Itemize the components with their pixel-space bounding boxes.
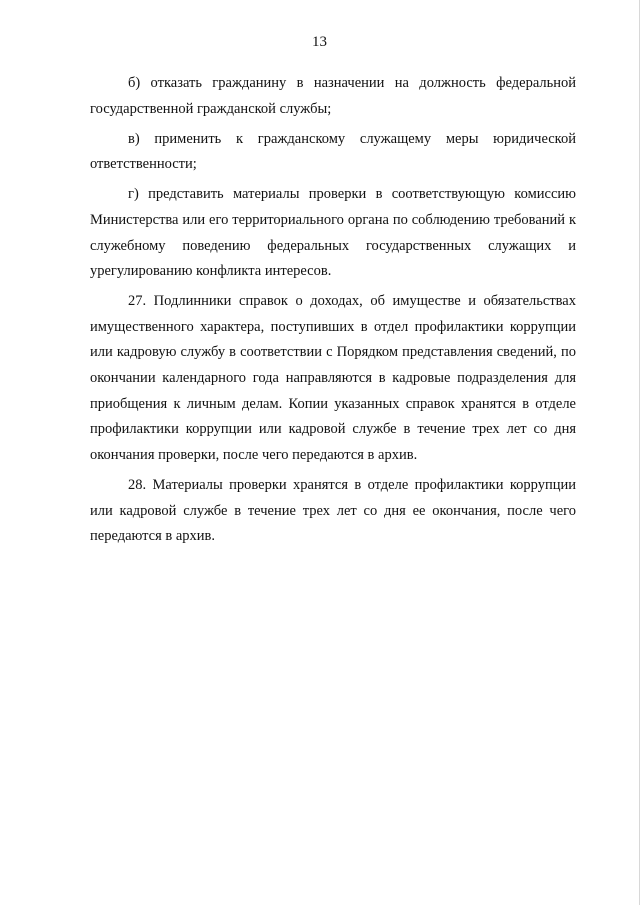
paragraph-item-b: б) отказать гражданину в назначении на должность федеральной государственной гражданской службы; bbox=[90, 75, 576, 117]
paragraph-clause-28: 28. Материалы проверки хранятся в отделе профилактики коррупции или кадровой службе в течение трех лет со дня ее окончания, после чего передаются в архив. bbox=[90, 476, 576, 545]
paragraph-item-v: в) применить к гражданскому служащему меры юридической ответственности; bbox=[90, 130, 576, 173]
document-body bbox=[90, 71, 576, 554]
paragraph-clause-27: 27. Подлинники справок о доходах, об имуществе и обязательствах имущественного характера, поступивших в отдел профилактики коррупции или кадровую службу в соответствии с Порядком представления сведений, по окончании календарного года направляются в кадровые подразделения для приобщения к личным делам. Копии указанных справок хранятся в отделе профилактики коррупции или кадровой службе в течение трех лет со дня окончания проверки, после чего передаются в архив. bbox=[90, 293, 576, 463]
page-number: 13 bbox=[312, 34, 327, 50]
paragraph-item-g: г) представить материалы проверки в соответствующую комиссию Министерства или его территориального органа по соблюдению требований к служебному поведению федеральных государственных служащих и урегулированию конфликта интересов. bbox=[90, 186, 576, 280]
